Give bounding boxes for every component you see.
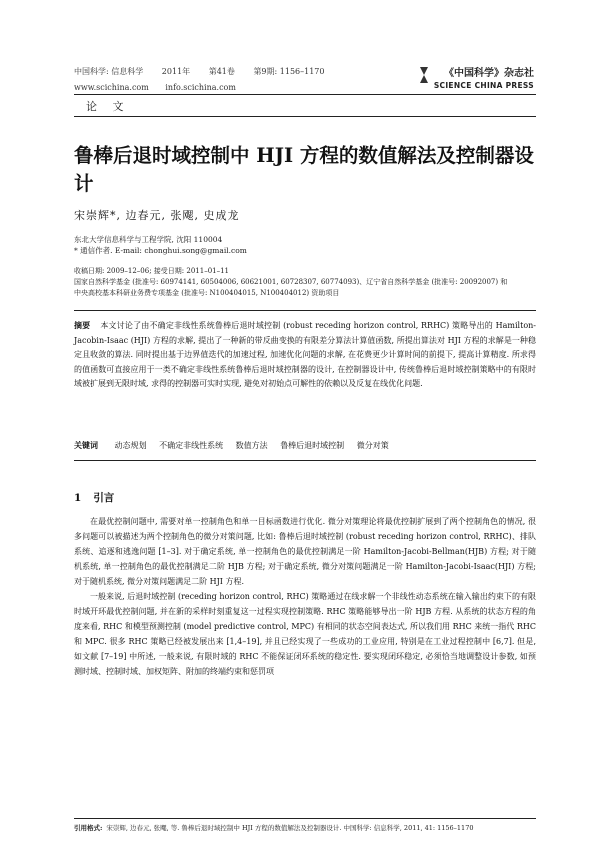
journal-issue: 第9期: 1156–1170 [253,67,325,76]
footer-rule [74,818,536,819]
section-tag: 论 文 [86,100,130,113]
keywords-label: 关键词 [74,440,98,450]
affiliation-block [74,234,247,256]
journal-year: 2011年 [161,67,191,76]
paragraph-2: 一般来说, 后退时域控制 (receding horizon control, RHC) 策略通过在线求解一个非线性动态系统在输入输出约束下的有限时域开环最优控制问题, 并在新的采样时刻重复这一过程实现控制策略. RHC 策略能够导出一阶 HJB 方程. 从系统的状态方程的角度来看, RHC 和模型预测控制 (model predictive control, MPC) 有相同的状态空间表达式, 所以我们用 RHC 来统一指代 RHC 和 MPC. 很多 RHC 策略已经被发展出来 [1,4–19], 并且已经实现了一些成功的工业应用, 特别是在工业过程控制中 [6,7]. 但是, 如文献 [7–19] 中所述, 一般来说, 有限时域的 RHC 不能保证闭环系统的稳定性. 要实现闭环稳定, 必须恰当地调整设计参数, 如预测时域、控制时域、加权矩阵、附加的终端约束和惩罚项 [74,592,536,676]
paragraph-1: 在最优控制问题中, 需要对单一控制角色和单一目标函数进行优化. 微分对策理论将最优控制扩展到了两个控制角色的情况, 很多问题可以被描述为两个控制角色的微分对策问题, 比如: 鲁棒后退时域控制 (robust receding horizon control, RRHC)、排队系统、追逐和逃逸问题 [1–3]. 对于确定系统, 单一控制角色的最优控制满足一阶 Hamilton-Jacobi-Bellman(HJB) 方程; 对于随机系统, 单一控制角色的最优控制满足二阶 HJB 方程; 对于确定系统, 微分对策问题满足一阶 Hamilton-Jacobi-Isaac(HJI) 方程; 对于随机系统, 微分对策问题满足二阶 HJI 方程. [74,517,536,586]
funding-line-2: 中央高校基本科研业务费专项基金 (批准号: N100404015, N100404012) 资助项目 [74,289,340,297]
keyword: 不确定非线性系统 [159,441,224,450]
section-number: 1 [74,492,82,504]
received-dates: 收稿日期: 2009–12–06; 接受日期: 2011–01–11 [74,267,230,275]
paper-authors: 宋崇辉*, 边春元, 张飔, 史成龙 [74,209,240,222]
publisher-logo [434,64,534,90]
dates-funding [74,266,544,299]
keyword: 数值方法 [235,441,268,450]
body-text [74,514,536,679]
affiliation: 东北大学信息科学与工程学院, 沈阳 110004 [74,235,223,244]
funding-line-1: 国家自然科学基金 (批准号: 60974141, 60504006, 60621001, 60728307, 60774093)、辽宁省自然科学基金 (批准号: 20092007) 和 [74,278,508,286]
citation-label: 引用格式: [74,824,103,832]
publisher-mark-icon [418,66,430,84]
section-rule [74,116,536,117]
header-rule [74,94,536,95]
citation-footer [74,823,536,833]
keyword: 鲁棒后退时域控制 [280,441,345,450]
section-title: 引言 [93,492,115,504]
journal-name: 中国科学: 信息科学 [74,67,144,76]
keywords-rule [74,460,536,461]
keyword: 动态规划 [114,441,147,450]
journal-url-main[interactable]: www.scichina.com [74,83,149,92]
citation-text: 宋崇辉, 边春元, 张飔, 等. 鲁棒后退时域控制中 HJI 方程的数值解法及控制器设计. 中国科学: 信息科学, 2011, 41: 1156–1170 [106,824,474,832]
publisher-name-en: SCIENCE CHINA PRESS [433,81,534,90]
abstract-label: 摘要 [74,320,91,330]
publisher-name-cn: 《中国科学》杂志社 [444,68,534,79]
abstract-top-rule [74,310,536,311]
corresponding-author: * 通信作者. E-mail: chonghui.song@gmail.com [74,246,247,255]
keyword: 微分对策 [356,441,389,450]
journal-volume: 第41卷 [208,67,235,76]
abstract [74,318,536,392]
journal-url-info[interactable]: info.scichina.com [165,83,236,92]
keywords [74,440,399,451]
abstract-text: 本文讨论了由不确定非线性系统鲁棒后退时域控制 (robust receding horizon control, RRHC) 策略导出的 Hamilton-Jacobin-Isaac (HJI) 方程的求解, 提出了一种新的带反曲变换的有限差分算法计算值函数, 所提出算法对 HJI 方程的求解是一种稳定且收敛的算法. 同时提出基于边界值迭代的加速过程, 加速优化问题的求解, 在花费更少计算时间的前提下, 提高计算精度. 所求得的值函数可直接应用于一类不确定非线性系统鲁棒后退时域控制器的设计, 在控制器设计中, 传统鲁棒后退时域控制策略中的有限时域被扩展到无限时域, 求得的控制器可实时实现, 避免对初始点可解性的依赖以及反复在线优化问题. [74,321,536,388]
section-heading [74,490,114,505]
paper-title: 鲁棒后退时域控制中 HJI 方程的数值解法及控制器设计 [74,144,534,195]
